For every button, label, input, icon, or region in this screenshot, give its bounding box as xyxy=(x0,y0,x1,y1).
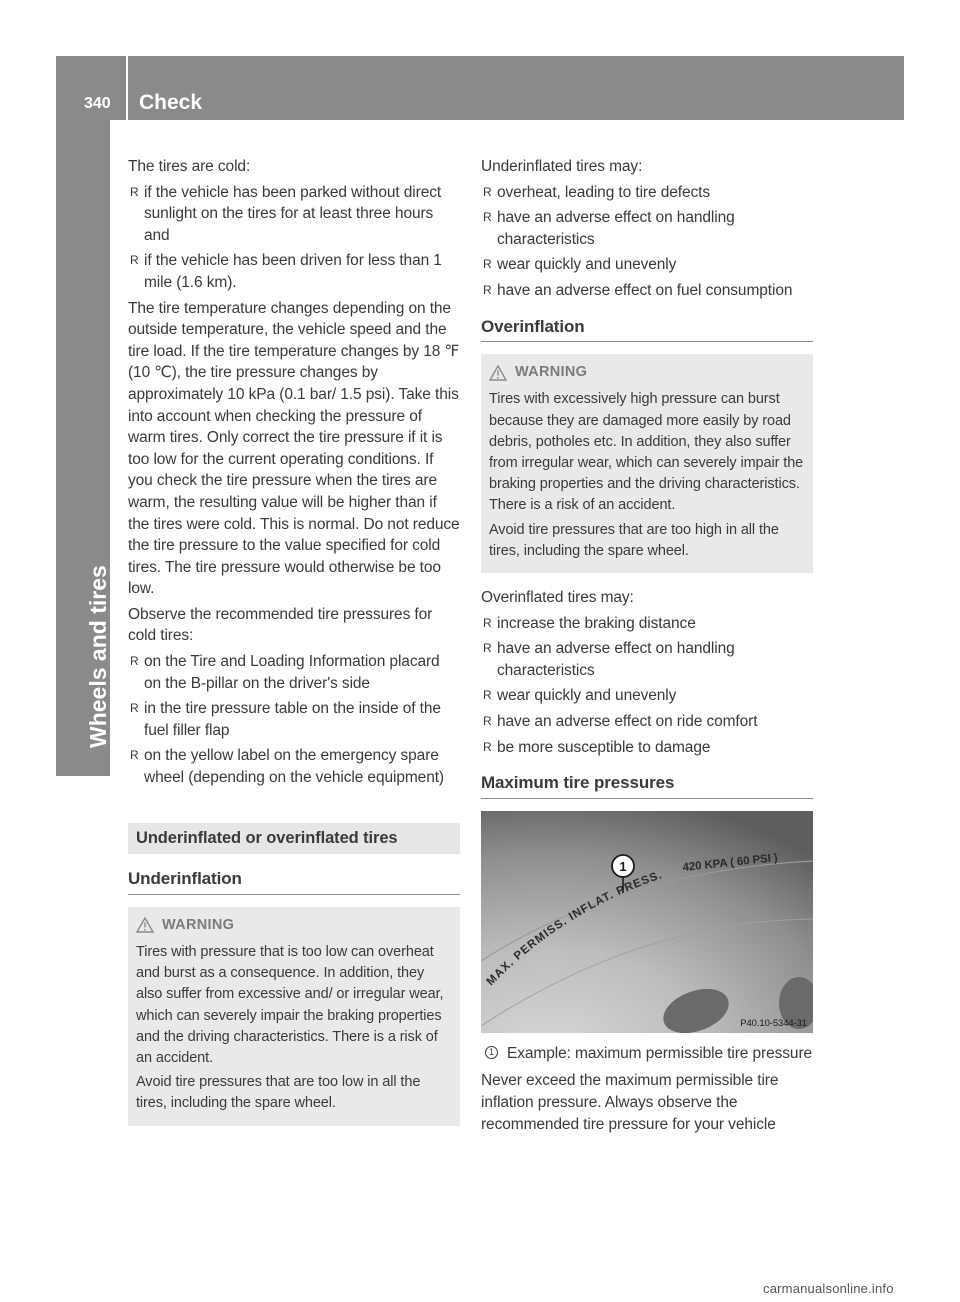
left-column xyxy=(128,156,460,1140)
list-item: R have an adverse effect on handling characteristics xyxy=(483,209,735,248)
underinflated-intro: Underinflated tires may: xyxy=(481,158,643,175)
overinflation-heading: Overinflation xyxy=(481,316,813,343)
list-item: R in the tire pressure table on the inside of the fuel filler flap xyxy=(130,700,441,739)
sidewall-pressure-text: 420 KPA ( 60 PSI ) xyxy=(682,851,779,874)
observe-bullets xyxy=(128,651,460,789)
caption-text: Example: maximum permissible tire pressure xyxy=(507,1044,813,1062)
max-pressure-heading: Maximum tire pressures xyxy=(481,772,813,799)
section-heading-box: Underinflated or overinflated tires xyxy=(128,823,460,855)
list-item: R on the Tire and Loading Information placard on the B-pillar on the driver's side xyxy=(130,653,440,692)
warning-box-underinflation xyxy=(128,907,460,1126)
list-item: R have an adverse effect on handling characteristics xyxy=(483,640,735,679)
list-item: R on the yellow label on the emergency spare wheel (depending on the vehicle equipment) xyxy=(130,747,444,787)
warning-text: Avoid tire pressures that are too high in all the tires, including the spare wheel. xyxy=(489,521,779,559)
figure-caption xyxy=(481,1043,813,1065)
warning-text: Tires with pressure that is too low can overheat and burst as a consequence. In addition, they also suffer from excessive and/ or irregular wear, which can severely impair the braking properties and the driving characteristics. There is a risk of an accident. xyxy=(136,944,444,1067)
temperature-paragraph: The tire temperature changes depending on the outside temperature, the vehicle speed and the tire load. If the tire temperature changes by 18 ℉ (10 ℃), the tire pressure changes by approximately 10 kPa (0.1 bar/ 1.5 psi). Take this into account when checking the pressure of warm tires. Only correct the tire pressure if it is too low for the current operating conditions. If you check the tire pressure when the tires are warm, the resulting value will be higher than if the tires were cold. This is normal. Do not reduce the tire pressure to the value specified for cold tires. The tire pressure would otherwise be too low. xyxy=(128,299,460,598)
cold-bullets xyxy=(128,182,460,294)
list-item: R wear quickly and unevenly xyxy=(483,256,677,274)
list-item: R if the vehicle has been parked without direct sunlight on the tires for at least three hours and xyxy=(130,183,442,244)
warning-triangle-icon xyxy=(489,365,507,381)
caption-number-icon: 1 xyxy=(485,1046,498,1059)
list-item: R have an adverse effect on fuel consumption xyxy=(483,281,793,299)
section-title: Check xyxy=(139,91,203,114)
list-item: R wear quickly and unevenly xyxy=(483,687,677,705)
warning-title: WARNING xyxy=(515,364,588,381)
side-tab-label: Wheels and tires xyxy=(85,565,111,748)
final-paragraph: Never exceed the maximum permissible tire inflation pressure. Always observe the recommended tire pressure for your vehicle xyxy=(481,1072,779,1133)
right-column xyxy=(481,156,813,1139)
underinflated-bullets xyxy=(481,182,813,302)
list-item: R overheat, leading to tire defects xyxy=(483,183,710,201)
warning-title: WARNING xyxy=(162,916,235,933)
watermark: carmanualsonline.info xyxy=(763,1281,894,1296)
page-number: 340 xyxy=(84,95,111,112)
cold-intro: The tires are cold: xyxy=(128,158,251,175)
warning-text: Tires with excessively high pressure can burst because they are damaged more easily by road debris, potholes etc. In addition, they also suffer from irregular wear, which can severely impair the braking properties and the driving characteristics. There is a risk of an accident. xyxy=(489,391,804,514)
list-item: R increase the braking distance xyxy=(483,614,696,632)
tire-sidewall-figure xyxy=(481,811,813,1033)
list-item: R be more susceptible to damage xyxy=(483,738,711,756)
underinflation-heading: Underinflation xyxy=(128,868,460,895)
callout-number: 1 xyxy=(619,858,627,874)
warning-triangle-icon xyxy=(136,917,154,933)
header-divider xyxy=(126,56,128,120)
sidewall-text: MAX. PERMISS. INFLAT. PRESS. xyxy=(484,868,665,988)
list-item: R have an adverse effect on ride comfort xyxy=(483,712,758,730)
warning-box-overinflation xyxy=(481,354,813,573)
figure-code: P40.10-5344-31 xyxy=(740,1017,807,1029)
list-item: R if the vehicle has been driven for less than 1 mile (1.6 km). xyxy=(130,252,442,291)
overinflated-bullets xyxy=(481,613,813,759)
overinflated-intro: Overinflated tires may: xyxy=(481,588,634,606)
warning-text: Avoid tire pressures that are too low in all the tires, including the spare wheel. xyxy=(136,1074,421,1112)
observe-paragraph: Observe the recommended tire pressures for cold tires: xyxy=(128,605,433,645)
